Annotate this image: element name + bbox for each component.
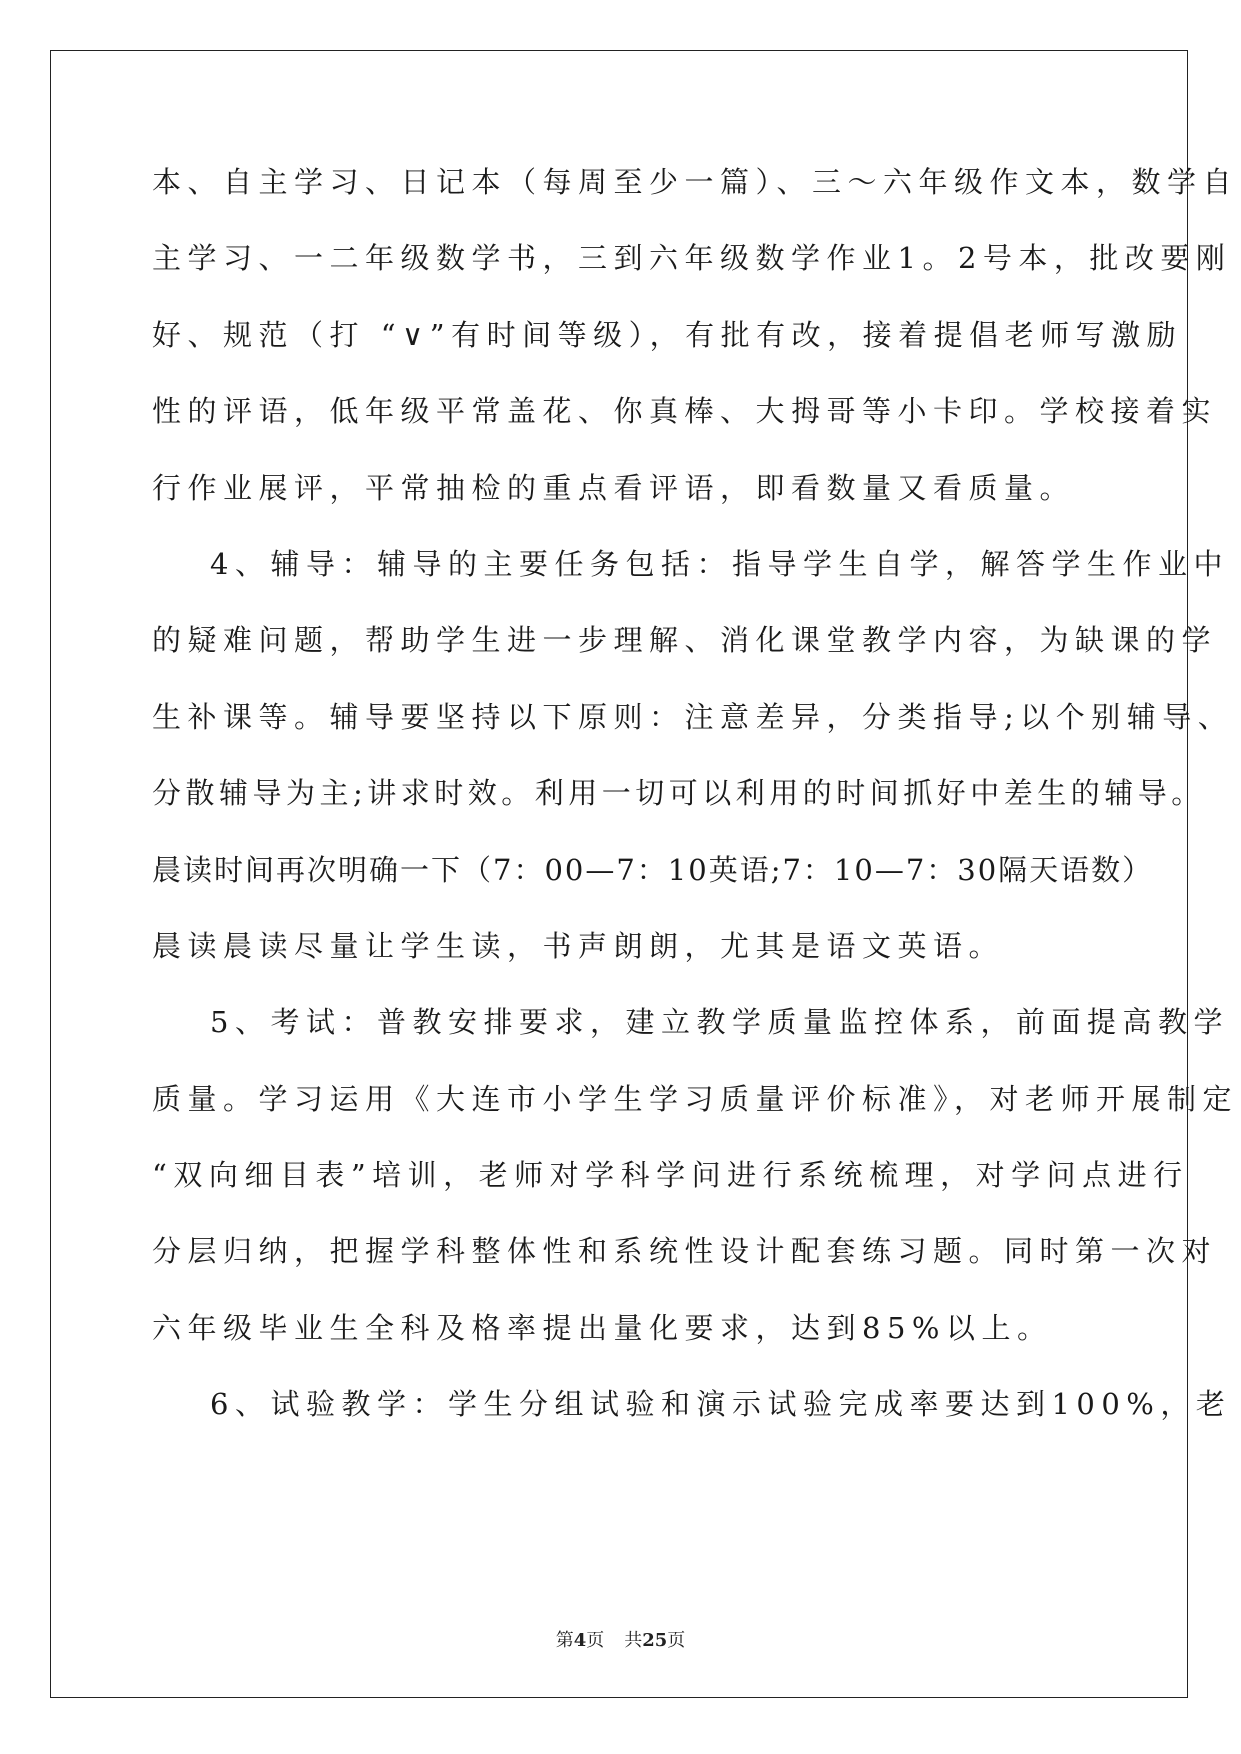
total-pages: 25	[642, 1630, 668, 1651]
page-footer	[0, 1626, 1241, 1652]
text-line: 5、考试：普教安排要求，建立教学质量监控体系，前面提高教学	[210, 1005, 1229, 1040]
text-line: “双向细目表”培训，老师对学科学问进行系统梳理，对学问点进行	[152, 1158, 1189, 1193]
text-line: 好、规范（打 “∨”有时间等级），有批有改，接着提倡老师写激励	[152, 317, 1183, 352]
text-line: 4、辅导：辅导的主要任务包括：指导学生自学，解答学生作业中	[210, 546, 1229, 581]
document-body	[152, 162, 1239, 1461]
footer-prefix: 第	[555, 1630, 574, 1651]
text-line: 主学习、一二年级数学书，三到六年级数学作业1。2号本，批改要刚	[152, 241, 1232, 276]
text-line: 生补课等。辅导要坚持以下原则：注意差异，分类指导;以个别辅导、	[152, 699, 1234, 734]
text-line: 本、自主学习、日记本（每周至少一篇）、三～六年级作文本，数学自	[152, 165, 1239, 199]
text-line: 质量。学习运用《大连市小学生学习质量评价标准》，对老师开展制定	[152, 1081, 1239, 1116]
text-line: 的疑难问题，帮助学生进一步理解、消化课堂教学内容，为缺课的学	[152, 623, 1218, 658]
footer-total-prefix: 共	[624, 1630, 643, 1651]
footer-page-suffix: 页	[586, 1630, 605, 1651]
text-line: 行作业展评，平常抽检的重点看评语，即看数量又看质量。	[152, 470, 1076, 505]
page-number: 4	[573, 1630, 587, 1651]
text-line: 分散辅导为主;讲求时效。利用一切可以利用的时间抓好中差生的辅导。	[152, 776, 1205, 811]
text-line: 分层归纳，把握学科整体性和系统性设计配套练习题。同时第一次对	[152, 1234, 1218, 1269]
text-line: 晨读晨读尽量让学生读，书声朗朗，尤其是语文英语。	[152, 928, 1005, 963]
footer-total-suffix: 页	[667, 1630, 686, 1651]
text-line: 6、试验教学：学生分组试验和演示试验完成率要达到100%，老	[210, 1387, 1232, 1422]
text-line: 晨读时间再次明确一下（7：00—7：10英语;7：10—7：30隔天语数）	[152, 852, 1154, 887]
text-line: 性的评语，低年级平常盖花、你真棒、大拇哥等小卡印。学校接着实	[152, 394, 1218, 429]
text-line: 六年级毕业生全科及格率提出量化要求，达到85%以上。	[152, 1310, 1053, 1345]
